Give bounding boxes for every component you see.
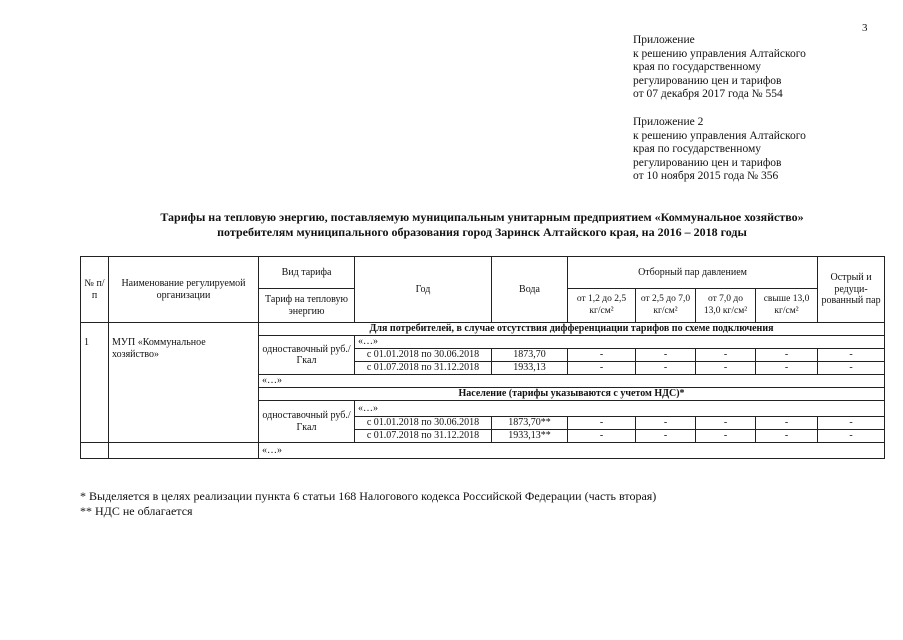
ellipsis-cell: «…» <box>259 375 885 388</box>
appendix-line: от 07 декабря 2017 года № 554 <box>633 88 783 100</box>
section-title-1: Для потребителей, в случае отсутствия дифференциации тарифов по схеме подключения <box>259 323 885 336</box>
tariff-label: одноставочный руб./Гкал <box>259 401 355 443</box>
title-line-1: Тарифы на тепловую энергию, поставляемую муниципальным унитарным предприятием «Коммунальное хозяйство» <box>160 210 804 224</box>
tariff-table <box>80 256 885 459</box>
value-cell: - <box>756 417 818 430</box>
header-tariff-type: Вид тарифа <box>259 257 355 289</box>
appendix-line: регулированию цен и тарифов <box>633 156 782 169</box>
period-cell: с 01.07.2018 по 31.12.2018 <box>355 362 492 375</box>
ellipsis-cell: «…» <box>355 336 885 349</box>
section-title-2: Население (тарифы указываются с учетом НДС)* <box>259 388 885 401</box>
appendix-line: края по государственному <box>633 61 761 73</box>
value-cell: - <box>756 430 818 443</box>
header-sharp-steam: Острый и редуци-рованный пар <box>818 257 885 323</box>
appendix-line: Приложение 2 <box>633 116 704 128</box>
value-cell: - <box>568 417 636 430</box>
value-cell: - <box>696 430 756 443</box>
value-cell: - <box>568 362 636 375</box>
value-cell: - <box>696 362 756 375</box>
header-water: Вода <box>492 257 568 323</box>
header-year: Год <box>355 257 492 323</box>
header-steam-col-3: от 7,0 до 13,0 кг/см² <box>696 289 756 323</box>
value-cell: - <box>636 349 696 362</box>
appendix-line: Приложение <box>633 34 695 46</box>
row-number: 1 <box>81 323 109 443</box>
water-cell: 1873,70** <box>492 417 568 430</box>
header-steam: Отборный пар давлением <box>568 257 818 289</box>
page-number: 3 <box>862 22 868 34</box>
tariff-label: одноставочный руб./Гкал <box>259 336 355 375</box>
header-organization: Наименование регулируемой организации <box>109 257 259 323</box>
header-steam-col-2: от 2,5 до 7,0 кг/см² <box>636 289 696 323</box>
value-cell: - <box>636 362 696 375</box>
organization-name: МУП «Коммунальное хозяйство» <box>109 323 259 443</box>
value-cell: - <box>818 417 885 430</box>
value-cell: - <box>568 430 636 443</box>
value-cell: - <box>818 362 885 375</box>
header-steam-col-1: от 1,2 до 2,5 кг/см² <box>568 289 636 323</box>
header-steam-col-4: свыше 13,0 кг/см² <box>756 289 818 323</box>
value-cell: - <box>756 349 818 362</box>
value-cell: - <box>636 417 696 430</box>
footnote-2: ** НДС не облагается <box>80 504 193 518</box>
period-cell: с 01.01.2018 по 30.06.2018 <box>355 349 492 362</box>
appendix-line: к решению управления Алтайского <box>633 47 806 60</box>
period-cell: с 01.07.2018 по 31.12.2018 <box>355 430 492 443</box>
header-number: № п/п <box>81 257 109 323</box>
value-cell: - <box>756 362 818 375</box>
appendix-line: края по государственному <box>633 143 761 155</box>
appendix-line: к решению управления Алтайского <box>633 129 806 142</box>
period-cell: с 01.01.2018 по 30.06.2018 <box>355 417 492 430</box>
header-tariff-heat: Тариф на тепловую энергию <box>259 289 355 323</box>
ellipsis-cell: «…» <box>355 401 885 417</box>
value-cell: - <box>818 430 885 443</box>
ellipsis-cell: «…» <box>259 443 885 459</box>
footnote-1: * Выделяется в целях реализации пункта 6 статьи 168 Налогового кодекса Российской Федерации (часть вторая) <box>80 489 657 503</box>
value-cell: - <box>696 417 756 430</box>
value-cell: - <box>568 349 636 362</box>
water-cell: 1933,13 <box>492 362 568 375</box>
appendix-block-1 <box>633 34 806 102</box>
water-cell: 1933,13** <box>492 430 568 443</box>
document-title <box>80 210 884 240</box>
value-cell: - <box>696 349 756 362</box>
appendix-block-2 <box>633 116 806 184</box>
appendix-line: регулированию цен и тарифов <box>633 74 782 87</box>
value-cell: - <box>818 349 885 362</box>
water-cell: 1873,70 <box>492 349 568 362</box>
appendix-line: от 10 ноября 2015 года № 356 <box>633 170 779 182</box>
title-line-2: потребителям муниципального образования город Заринск Алтайского края, на 2016 – 2018 годы <box>217 225 747 239</box>
footnotes <box>80 489 656 519</box>
value-cell: - <box>636 430 696 443</box>
